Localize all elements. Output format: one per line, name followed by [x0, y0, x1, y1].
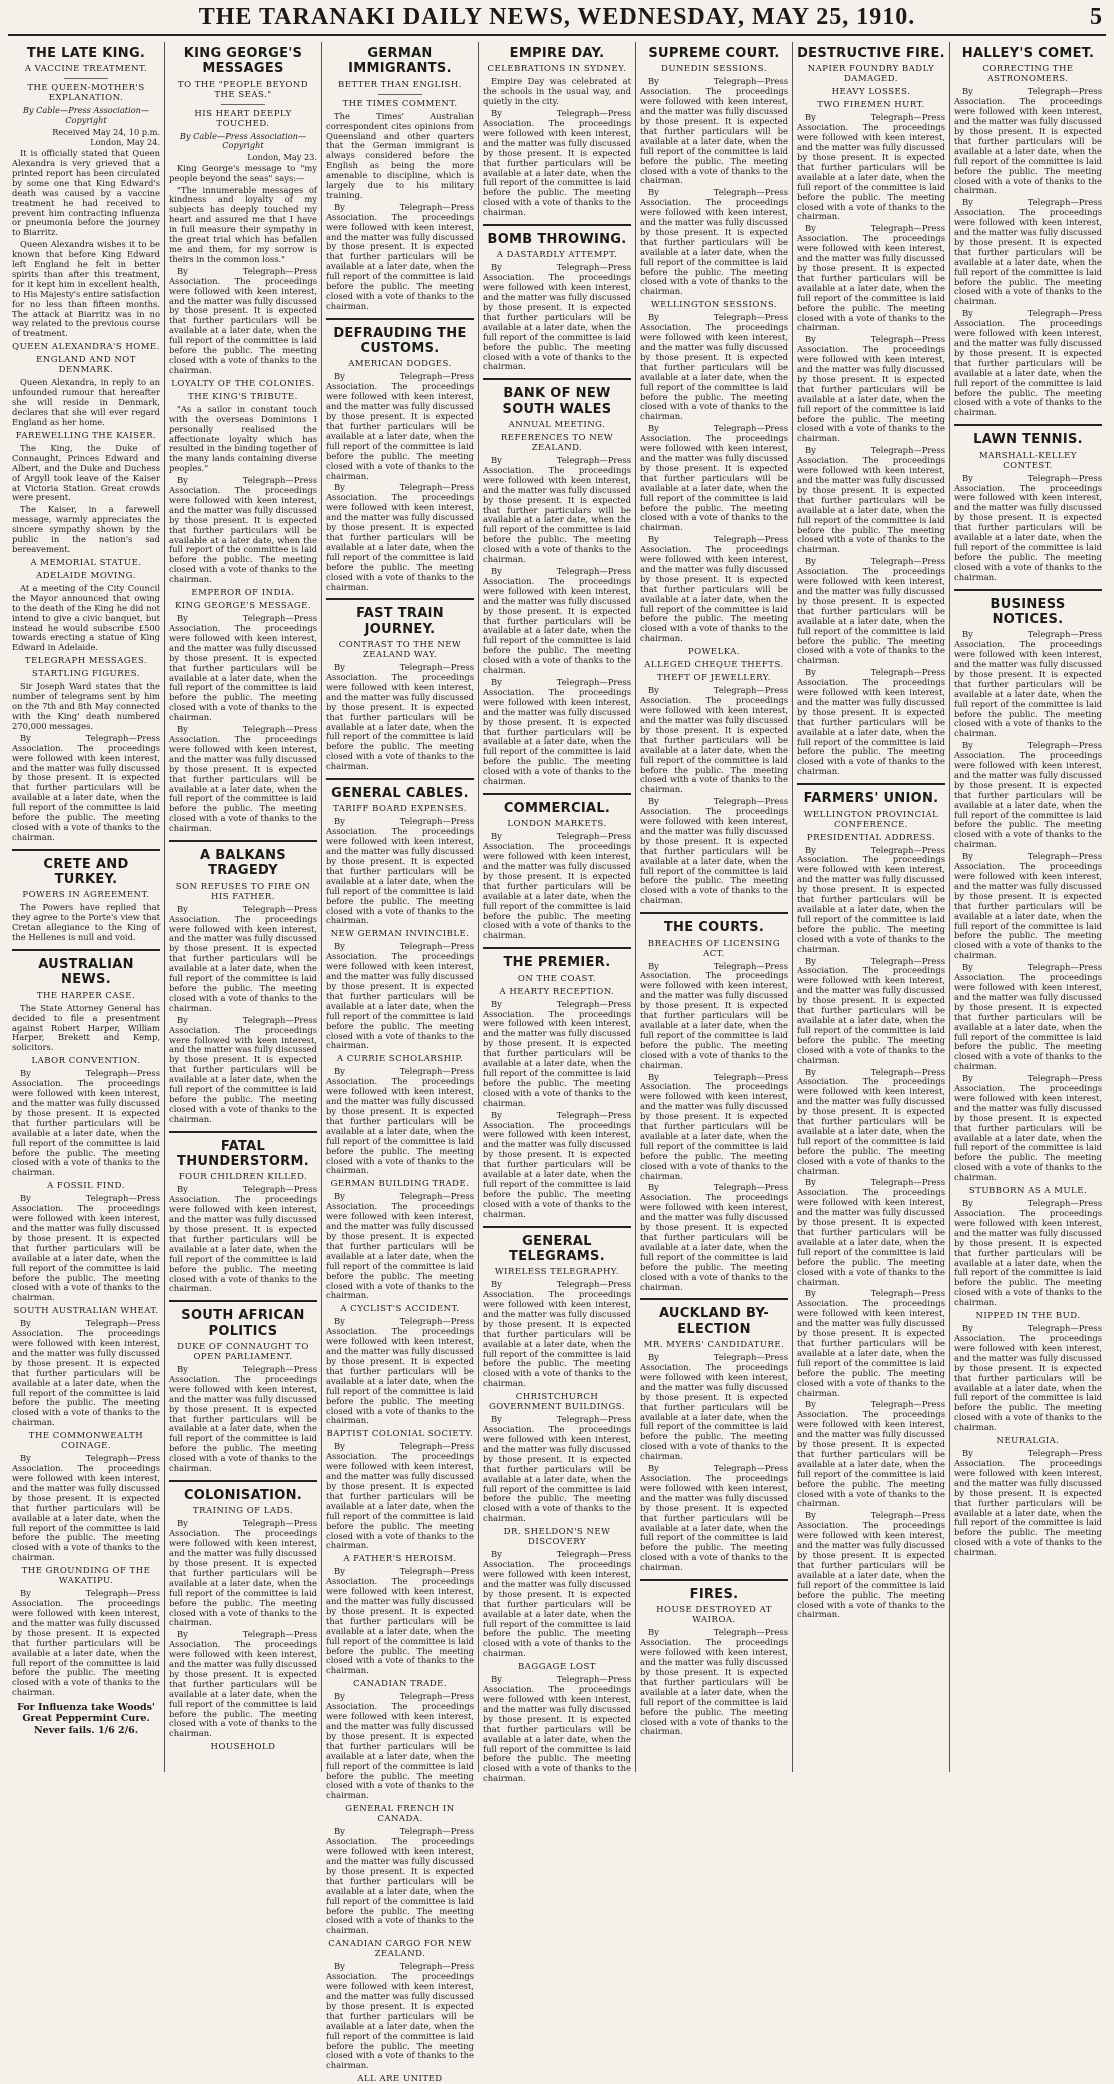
headline-halleys-comet: HALLEY'S COMET. [961, 46, 1095, 61]
headline-bomb-throwing: BOMB THROWING. [487, 232, 627, 248]
filler-paragraph: By Telegraph—Press Association. The proceedings were followed with keen interest, and the matter was fully discussed by those present. It is expected that further particulars will be available at a later date, when the full report of the committee is laid before the public. The meeting closed with a vote of thanks to the chairman. [797, 223, 945, 333]
section-rule [169, 840, 317, 842]
subhead: THE QUEEN-MOTHER'S EXPLANATION. [27, 83, 145, 104]
filler-paragraph: By Telegraph—Press Association. The proceedings were followed with keen interest, and the matter was fully discussed by those present. It is expected that further particulars will be available at a later date, when the full report of the committee is laid before the public. The meeting closed with a vote of thanks to the chairman. [483, 1109, 631, 1219]
filler-paragraph: By Telegraph—Press Association. The proceedings were followed with keen interest, and the matter was fully discussed by those present. It is expected that further particulars will be available at a later date, when the full report of the committee is laid before the public. The meeting closed with a vote of thanks to the chairman. [483, 455, 631, 565]
filler-paragraph: By Telegraph—Press Association. The proceedings were followed with keen interest, and the matter was fully discussed by those present. It is expected that further particulars will be available at a later date, when the full report of the committee is laid before the public. The meeting closed with a vote of thanks to the chairman. [640, 423, 788, 533]
filler-paragraph: By Telegraph—Press Association. The proceedings were followed with keen interest, and the matter was fully discussed by those present. It is expected that further particulars will be available at a later date, when the full report of the committee is laid before the public. The meeting closed with a vote of thanks to the chairman. [954, 197, 1102, 307]
filler-paragraph: By Telegraph—Press Association. The proceedings were followed with keen interest, and the matter was fully discussed by those present. It is expected that further particulars will be available at a later date, when the full report of the committee is laid before the public. The meeting closed with a vote of thanks to the chairman. [954, 308, 1102, 418]
article-paragraph: "The innumerable messages of kindness and loyalty of my subjects has deeply touched my heart and assured me that I have in full measure their sympathy in the great trial which has befallen me and them, for my sorrow is theirs in the common loss." [169, 184, 317, 264]
subhead: STUBBORN AS A MULE. [968, 1186, 1088, 1197]
headline-auckland-by-election: AUCKLAND BY-ELECTION [658, 1306, 770, 1337]
filler-paragraph: By Telegraph—Press Association. The proceedings were followed with keen interest, and the matter was fully discussed by those present. It is expected that further particulars will be available at a later date, when the full report of the committee is laid before the public. The meeting closed with a vote of thanks to the chairman. [640, 1463, 788, 1573]
filler-paragraph: By Telegraph—Press Association. The proceedings were followed with keen interest, and the matter was fully discussed by those present. It is expected that further particulars will be available at a later date, when the full report of the committee is laid before the public. The meeting closed with a vote of thanks to the chairman. [326, 816, 474, 926]
subhead: CORRECTING THE ASTRONOMERS. [982, 64, 1074, 85]
filler-paragraph: By Telegraph—Press Association. The proceedings were followed with keen interest, and the matter was fully discussed by those present. It is expected that further particulars will be available at a later date, when the full report of the committee is laid before the public. The meeting closed with a vote of thanks to the chairman. [483, 676, 631, 787]
subhead: DR. SHELDON'S NEW DISCOVERY [503, 1527, 611, 1548]
section-rule [326, 778, 474, 780]
credit-line: By Cable—Press Association—Copyright [22, 105, 150, 126]
article-paragraph: "As a sailor in constant touch with the overseas Dominions I personally realised the affectionate loyalty which has resulted in the binding together of the many lands containing diverse peoples." [169, 403, 317, 474]
subhead: NAPIER FOUNDRY BADLY DAMAGED. [807, 64, 935, 85]
headline-business-notices: BUSINESS NOTICES. [990, 596, 1066, 627]
subhead: BAGGAGE LOST [518, 1662, 596, 1673]
filler-paragraph: By Telegraph—Press Association. The proceedings were followed with keen interest, and the matter was fully discussed by those present. It is expected that further particulars will be available at a later date, when the full report of the committee is laid before the public. The meeting closed with a vote of thanks to the chairman. [483, 1414, 631, 1524]
subhead: A MEMORIAL STATUE. [30, 557, 142, 568]
headline-farmers-union: FARMERS' UNION. [803, 791, 939, 807]
divider [221, 104, 265, 105]
headline-fires: FIRES. [689, 1587, 739, 1603]
article-paragraph: It is officially stated that Queen Alexandra is very grieved that a printed report has been circulated by some one that King Edward's death was caused by a vaccine treatment he had received to prevent him contracting influenza or pneumonia before the journey to Biarritz. [12, 148, 160, 238]
filler-paragraph: By Telegraph—Press Association. The proceedings were followed with keen interest, and the matter was fully discussed by those present. It is expected that further particulars will be available at a later date, when the full report of the committee is laid before the public. The meeting closed with a vote of thanks to the chairman. [169, 903, 317, 1013]
headline-crete: CRETE AND TURKEY. [43, 856, 129, 888]
filler-paragraph: By Telegraph—Press Association. The proceedings were followed with keen interest, and the matter was fully discussed by those present. It is expected that further particulars will be available at a later date, when the full report of the committee is laid before the public. The meeting closed with a vote of thanks to the chairman. [640, 187, 788, 297]
subhead: LONDON MARKETS. [507, 819, 607, 830]
headline-australian-news: AUSTRALIAN NEWS. [38, 957, 134, 988]
section-rule [797, 783, 945, 785]
subhead: TARIFF BOARD EXPENSES. [333, 804, 467, 815]
filler-paragraph: By Telegraph—Press Association. The proceedings were followed with keen interest, and the matter was fully discussed by those present. It is expected that further particulars will be available at a later date, when the full report of the committee is laid before the public. The meeting closed with a vote of thanks to the chairman. [954, 740, 1102, 850]
filler-paragraph: By Telegraph—Press Association. The proceedings were followed with keen interest, and the matter was fully discussed by those present. It is expected that further particulars will be available at a later date, when the full report of the committee is laid before the public. The meeting closed with a vote of thanks to the chairman. [169, 1629, 317, 1739]
filler-paragraph: By Telegraph—Press Association. The proceedings were followed with keen interest, and the matter was fully discussed by those present. It is expected that further particulars will be available at a later date, when the full report of the committee is laid before the public. The meeting closed with a vote of thanks to the chairman. [483, 831, 631, 941]
dateline: London, May 24. [90, 137, 160, 148]
filler-paragraph: By Telegraph—Press Association. The proceedings were followed with keen interest, and the matter was fully discussed by those present. It is expected that further particulars will be available at a later date, when the full report of the committee is laid before the public. The meeting closed with a vote of thanks to the chairman. [640, 76, 788, 186]
filler-paragraph: By Telegraph—Press Association. The proceedings were followed with keen interest, and the matter was fully discussed by those present. It is expected that further particulars will be available at a later date, when the full report of the committee is laid before the public. The meeting closed with a vote of thanks to the chairman. [326, 1691, 474, 1801]
article-paragraph: Queen Alexandra, in reply to an unfounded rumour that hereafter she will reside in Denmark, declares that she will ever regard England as her home. [12, 377, 160, 427]
filler-paragraph: By Telegraph—Press Association. The proceedings were followed with keen interest, and the matter was fully discussed by those present. It is expected that further particulars will be available at a later date, when the full report of the committee is laid before the public. The meeting closed with a vote of thanks to the chairman. [954, 1073, 1102, 1183]
filler-paragraph: By Telegraph—Press Association. The proceedings were followed with keen interest, and the matter was fully discussed by those present. It is expected that further particulars will be available at a later date, when the full report of the committee is laid before the public. The meeting closed with a vote of thanks to the chairman. [326, 201, 474, 311]
subhead: BETTER THAN ENGLISH. [338, 79, 462, 90]
filler-paragraph: By Telegraph—Press Association. The proceedings were followed with keen interest, and the matter was fully discussed by those present. It is expected that further particulars will be available at a later date, when the full report of the committee is laid before the public. The meeting closed with a vote of thanks to the chairman. [483, 998, 631, 1108]
headline-king-georges-messages: KING GEORGE'S MESSAGES [183, 46, 303, 77]
filler-paragraph: By Telegraph—Press Association. The proceedings were followed with keen interest, and the matter was fully discussed by those present. It is expected that further particulars will be available at a later date, when the full report of the committee is laid before the public. The meeting closed with a vote of thanks to the chairman. [326, 1961, 474, 2071]
headline-supreme-court: SUPREME COURT. [648, 46, 780, 61]
section-rule [12, 849, 160, 851]
subhead: A DASTARDLY ATTEMPT. [496, 250, 618, 261]
filler-paragraph: By Telegraph—Press Association. The proceedings were followed with keen interest, and the matter was fully discussed by those present. It is expected that further particulars will be available at a later date, when the full report of the committee is laid before the public. The meeting closed with a vote of thanks to the chairman. [326, 1316, 474, 1426]
subhead: LABOR CONVENTION. [31, 1056, 141, 1067]
subhead: EMPEROR OF INDIA. [191, 588, 295, 599]
headline-colonisation: COLONISATION. [183, 1488, 303, 1503]
received-line: Received May 24, 10 p.m. [52, 126, 160, 137]
filler-paragraph: By Telegraph—Press Association. The proceedings were followed with keen interest, and the matter was fully discussed by those present. It is expected that further particulars will be available at a later date, when the full report of the committee is laid before the public. The meeting closed with a vote of thanks to the chairman. [797, 844, 945, 954]
subhead: FOUR CHILDREN KILLED. [178, 1172, 308, 1183]
subhead: SOUTH AUSTRALIAN WHEAT. [13, 1306, 159, 1317]
filler-paragraph: By Telegraph—Press Association. The proceedings were followed with keen interest, and the matter was fully discussed by those present. It is expected that further particulars will be available at a later date, when the full report of the committee is laid before the public. The meeting closed with a vote of thanks to the chairman. [640, 960, 788, 1070]
subhead: STARTLING FIGURES. [31, 669, 141, 680]
section-rule [640, 912, 788, 914]
column-2 [165, 42, 322, 1772]
section-rule [483, 224, 631, 226]
headline-lawn-tennis: LAWN TENNIS. [973, 432, 1083, 448]
filler-paragraph: By Telegraph—Press Association. The proceedings were followed with keen interest, and the matter was fully discussed by those present. It is expected that further particulars will be available at a later date, when the full report of the committee is laid before the public. The meeting closed with a vote of thanks to the chairman. [640, 685, 788, 795]
filler-paragraph: By Telegraph—Press Association. The proceedings were followed with keen interest, and the matter was fully discussed by those present. It is expected that further particulars will be available at a later date, when the full report of the committee is laid before the public. The meeting closed with a vote of thanks to the chairman. [12, 732, 160, 842]
subhead: MARSHALL-KELLEY CONTEST. [979, 450, 1077, 471]
subhead: THE HARPER CASE. [36, 990, 136, 1001]
dateline: London, May 23. [247, 152, 317, 163]
filler-paragraph: By Telegraph—Press Association. The proceedings were followed with keen interest, and the matter was fully discussed by those present. It is expected that further particulars will be available at a later date, when the full report of the committee is laid before the public. The meeting closed with a vote of thanks to the chairman. [169, 1364, 317, 1474]
subhead: SON REFUSES TO FIRE ON HIS FATHER. [175, 881, 311, 902]
headline-late-king: THE LATE KING. [26, 46, 146, 61]
subhead: HEAVY LOSSES. [831, 87, 911, 98]
filler-paragraph: By Telegraph—Press Association. The proceedings were followed with keen interest, and the matter was fully discussed by those present. It is expected that further particulars will be available at a later date, when the full report of the committee is laid before the public. The meeting closed with a vote of thanks to the chairman. [954, 472, 1102, 582]
subhead: THE KING'S TRIBUTE. [188, 391, 298, 402]
article-paragraph: Empire Day was celebrated at the schools in the usual way, and quietly in the city. [483, 76, 631, 107]
subhead: REFERENCES TO NEW ZEALAND. [500, 433, 614, 454]
subhead: TELEGRAPH MESSAGES. [24, 656, 148, 667]
filler-paragraph: By Telegraph—Press Association. The proceedings were followed with keen interest, and the matter was fully discussed by those present. It is expected that further particulars will be available at a later date, when the full report of the committee is laid before the public. The meeting closed with a vote of thanks to the chairman. [954, 1323, 1102, 1433]
subhead: ALLEGED CHEQUE THEFTS. [644, 660, 784, 671]
section-rule [169, 1131, 317, 1133]
subhead: ADELAIDE MOVING. [36, 570, 136, 581]
headline-empire-day: EMPIRE DAY. [509, 46, 605, 61]
filler-paragraph: By Telegraph—Press Association. The proceedings were followed with keen interest, and the matter was fully discussed by those present. It is expected that further particulars will be available at a later date, when the full report of the committee is laid before the public. The meeting closed with a vote of thanks to the chairman. [169, 724, 317, 834]
filler-paragraph: By Telegraph—Press Association. The proceedings were followed with keen interest, and the matter was fully discussed by those present. It is expected that further particulars will be available at a later date, when the full report of the committee is laid before the public. The meeting closed with a vote of thanks to the chairman. [797, 112, 945, 222]
subhead: DUNEDIN SESSIONS. [661, 64, 767, 75]
headline-general-cables: GENERAL CABLES. [331, 786, 469, 802]
subhead: POWERS IN AGREEMENT. [22, 890, 150, 901]
subhead: PRESIDENTIAL ADDRESS. [806, 832, 936, 843]
page-number: 5 [1090, 4, 1102, 30]
filler-paragraph: By Telegraph—Press Association. The proceedings were followed with keen interest, and the matter was fully discussed by those present. It is expected that further particulars will be available at a later date, when the full report of the committee is laid before the public. The meeting closed with a vote of thanks to the chairman. [169, 1014, 317, 1124]
article-paragraph: Queen Alexandra wishes it to be known that before King Edward left England he felt in better spirits than after this treatment, for it kept him in excellent health, to His Majesty's entire satisfaction for no less than fifteen months. The attack at Biarritz was in no way related to the previous course of treatment. [12, 239, 160, 339]
subhead: CANADIAN CARGO FOR NEW ZEALAND. [328, 1939, 472, 1960]
subhead: ANNUAL MEETING. [508, 420, 606, 430]
filler-paragraph: By Telegraph—Press Association. The proceedings were followed with keen interest, and the matter was fully discussed by those present. It is expected that further particulars will be available at a later date, when the full report of the committee is laid before the public. The meeting closed with a vote of thanks to the chairman. [954, 86, 1102, 196]
filler-paragraph: By Telegraph—Press Association. The proceedings were followed with keen interest, and the matter was fully discussed by those present. It is expected that further particulars will be available at a later date, when the full report of the committee is laid before the public. The meeting closed with a vote of thanks to the chairman. [326, 941, 474, 1051]
columns [8, 42, 1106, 2084]
filler-paragraph: By Telegraph—Press Association. The proceedings were followed with keen interest, and the matter was fully discussed by those present. It is expected that further particulars will be available at a later date, when the full report of the committee is laid before the public. The meeting closed with a vote of thanks to the chairman. [326, 371, 474, 481]
filler-paragraph: By Telegraph—Press Association. The proceedings were followed with keen interest, and the matter was fully discussed by those present. It is expected that further particulars will be available at a later date, when the full report of the committee is laid before the public. The meeting closed with a vote of thanks to the chairman. [640, 534, 788, 644]
headline-the-premier: THE PREMIER. [503, 955, 611, 971]
filler-paragraph: By Telegraph—Press Association. The proceedings were followed with keen interest, and the matter was fully discussed by those present. It is expected that further particulars will be available at a later date, when the full report of the committee is laid before the public. The meeting closed with a vote of thanks to the chairman. [12, 1453, 160, 1563]
subhead: QUEEN ALEXANDRA'S HOME. [12, 342, 160, 353]
subhead: CHRISTCHURCH GOVERNMENT BUILDINGS. [488, 1392, 626, 1413]
section-rule [483, 947, 631, 949]
divider [378, 94, 422, 95]
section-rule [483, 1226, 631, 1228]
headline-fatal-thunderstorm: FATAL THUNDERSTORM. [177, 1138, 309, 1170]
filler-paragraph: By Telegraph—Press Association. The proceedings were followed with keen interest, and the matter was fully discussed by those present. It is expected that further particulars will be available at a later date, when the full report of the committee is laid before the public. The meeting closed with a vote of thanks to the chairman. [640, 1627, 788, 1737]
article-paragraph: At a meeting of the City Council the Mayor announced that owing to the death of the King he did not intend to give a civic banquet, but instead he would subscribe £500 towards erecting a statue of King Edward in Adelaide. [12, 582, 160, 653]
subhead: BREACHES OF LICENSING ACT. [647, 938, 781, 959]
section-rule [640, 1579, 788, 1581]
subhead: CANADIAN TRADE. [352, 1679, 448, 1690]
filler-paragraph: By Telegraph—Press Association. The proceedings were followed with keen interest, and the matter was fully discussed by those present. It is expected that further particulars will be available at a later date, when the full report of the committee is laid before the public. The meeting closed with a vote of thanks to the chairman. [797, 1399, 945, 1509]
filler-paragraph: By Telegraph—Press Association. The proceedings were followed with keen interest, and the matter was fully discussed by those present. It is expected that further particulars will be available at a later date, when the full report of the committee is laid before the public. The meeting closed with a vote of thanks to the chairman. [169, 1518, 317, 1628]
subhead: A FATHER'S HEROISM. [343, 1554, 457, 1565]
filler-paragraph: By Telegraph—Press Association. The proceedings were followed with keen interest, and the matter was fully discussed by those present. It is expected that further particulars will be available at a later date, when the full report of the committee is laid before the public. The meeting closed with a vote of thanks to the chairman. [169, 613, 317, 723]
article-paragraph: The Kaiser, in a farewell message, warmly appreciates the sincere sympathy shown by the public in the nation's sad bereavement. [12, 504, 160, 554]
subhead: A VACCINE TREATMENT. [24, 64, 148, 75]
filler-paragraph: By Telegraph—Press Association. The proceedings were followed with keen interest, and the matter was fully discussed by those present. It is expected that further particulars will be available at a later date, when the full report of the committee is laid before the public. The meeting closed with a vote of thanks to the chairman. [954, 1448, 1102, 1558]
section-rule [169, 1300, 317, 1302]
filler-paragraph: By Telegraph—Press Association. The proceedings were followed with keen interest, and the matter was fully discussed by those present. It is expected that further particulars will be available at a later date, when the full report of the committee is laid before the public. The meeting closed with a vote of thanks to the chairman. [326, 1066, 474, 1176]
subhead: WELLINGTON PROVINCIAL CONFERENCE. [803, 809, 939, 830]
section-rule [326, 598, 474, 600]
subhead: GERMAN BUILDING TRADE. [330, 1179, 470, 1190]
subhead: TWO FIREMEN HURT. [817, 100, 925, 111]
headline-german-immigrants: GERMAN IMMIGRANTS. [348, 46, 452, 77]
article-paragraph: Sir Joseph Ward states that the number of telegrams sent by him on the 7th and 8th May connected with the King' death numbered 270,000 messages. [12, 681, 160, 731]
subhead: TRAINING OF LADS. [192, 1506, 294, 1517]
filler-paragraph: By Telegraph—Press Association. The proceedings were followed with keen interest, and the matter was fully discussed by those present. It is expected that further particulars will be available at a later date, when the full report of the committee is laid before the public. The meeting closed with a vote of thanks to the chairman. [640, 1352, 788, 1462]
section-rule [954, 424, 1102, 426]
filler-paragraph: By Telegraph—Press Association. The proceedings were followed with keen interest, and the matter was fully discussed by those present. It is expected that further particulars will be available at a later date, when the full report of the committee is laid before the public. The meeting closed with a vote of thanks to the chairman. [483, 108, 631, 218]
filler-paragraph: By Telegraph—Press Association. The proceedings were followed with keen interest, and the matter was fully discussed by those present. It is expected that further particulars will be available at a later date, when the full report of the committee is laid before the public. The meeting closed with a vote of thanks to the chairman. [483, 1549, 631, 1659]
subhead: GENERAL FRENCH IN CANADA. [345, 1804, 455, 1825]
filler-paragraph: By Telegraph—Press Association. The proceedings were followed with keen interest, and the matter was fully discussed by those present. It is expected that further particulars will be available at a later date, when the full report of the committee is laid before the public. The meeting closed with a vote of thanks to the chairman. [954, 962, 1102, 1072]
subhead: WELLINGTON SESSIONS. [650, 300, 778, 311]
column-6 [793, 42, 950, 1772]
subhead: ON THE COAST. [517, 973, 597, 984]
subhead: TO THE "PEOPLE BEYOND THE SEAS." [177, 79, 309, 100]
filler-paragraph: By Telegraph—Press Association. The proceedings were followed with keen interest, and the matter was fully discussed by those present. It is expected that further particulars will be available at a later date, when the full report of the committee is laid before the public. The meeting closed with a vote of thanks to the chairman. [169, 265, 317, 375]
subhead: ALL ARE UNITED [357, 2074, 443, 2084]
subhead: A CYCLIST'S ACCIDENT. [340, 1304, 460, 1315]
headline-south-african-politics: SOUTH AFRICAN POLITICS [181, 1308, 305, 1339]
filler-paragraph: By Telegraph—Press Association. The proceedings were followed with keen interest, and the matter was fully discussed by those present. It is expected that further particulars will be available at a later date, when the full report of the committee is laid before the public. The meeting closed with a vote of thanks to the chairman. [326, 1191, 474, 1301]
filler-paragraph: By Telegraph—Press Association. The proceedings were followed with keen interest, and the matter was fully discussed by those present. It is expected that further particulars will be available at a later date, when the full report of the committee is laid before the public. The meeting closed with a vote of thanks to the chairman. [954, 851, 1102, 961]
filler-paragraph: By Telegraph—Press Association. The proceedings were followed with keen interest, and the matter was fully discussed by those present. It is expected that further particulars will be available at a later date, when the full report of the committee is laid before the public. The meeting closed with a vote of thanks to the chairman. [954, 629, 1102, 739]
subhead: NEURALGIA. [996, 1436, 1060, 1447]
column-7 [950, 42, 1106, 1772]
article-paragraph: The Powers have replied that they agree to the Porte's view that Cretan allegiance to the King of the Hellenes is null and void. [12, 902, 160, 943]
subhead: LOYALTY OF THE COLONIES. [171, 378, 315, 389]
filler-paragraph: By Telegraph—Press Association. The proceedings were followed with keen interest, and the matter was fully discussed by those present. It is expected that further particulars will be available at a later date, when the full report of the committee is laid before the public. The meeting closed with a vote of thanks to the chairman. [797, 334, 945, 444]
column-5 [636, 42, 793, 1772]
section-rule [640, 1298, 788, 1300]
subhead: THE TIMES COMMENT. [342, 98, 458, 109]
filler-paragraph: By Telegraph—Press Association. The proceedings were followed with keen interest, and the matter was fully discussed by those present. It is expected that further particulars will be available at a later date, when the full report of the committee is laid before the public. The meeting closed with a vote of thanks to the chairman. [326, 1441, 474, 1551]
filler-paragraph: By Telegraph—Press Association. The proceedings were followed with keen interest, and the matter was fully discussed by those present. It is expected that further particulars will be available at a later date, when the full report of the committee is laid before the public. The meeting closed with a vote of thanks to the chairman. [640, 1182, 788, 1292]
subhead: A HEARTY RECEPTION. [499, 986, 615, 997]
subhead: THE COMMONWEALTH COINAGE. [28, 1431, 144, 1452]
headline-general-telegrams: GENERAL TELEGRAMS. [509, 1233, 605, 1264]
filler-paragraph: By Telegraph—Press Association. The proceedings were followed with keen interest, and the matter was fully discussed by those present. It is expected that further particulars will be available at a later date, when the full report of the committee is laid before the public. The meeting closed with a vote of thanks to the chairman. [797, 667, 945, 777]
filler-paragraph: By Telegraph—Press Association. The proceedings were followed with keen interest, and the matter was fully discussed by those present. It is expected that further particulars will be available at a later date, when the full report of the committee is laid before the public. The meeting closed with a vote of thanks to the chairman. [797, 1510, 945, 1620]
headline-balkans-tragedy: A BALKANS TRAGEDY [200, 848, 286, 879]
subhead: BAPTIST COLONIAL SOCIETY. [326, 1429, 474, 1440]
column-3 [322, 42, 479, 2084]
subhead: NIPPED IN THE BUD. [975, 1311, 1081, 1322]
subhead: FAREWELLING THE KAISER. [15, 430, 157, 441]
section-rule [12, 949, 160, 951]
headline-commercial: COMMERCIAL. [503, 800, 611, 816]
filler-paragraph: By Telegraph—Press Association. The proceedings were followed with keen interest, and the matter was fully discussed by those present. It is expected that further particulars will be available at a later date, when the full report of the committee is laid before the public. The meeting closed with a vote of thanks to the chairman. [483, 1674, 631, 1784]
headline-fast-train-journey: FAST TRAIN JOURNEY. [356, 606, 444, 637]
headline-the-courts: THE COURTS. [663, 920, 765, 936]
filler-paragraph: By Telegraph—Press Association. The proceedings were followed with keen interest, and the matter was fully discussed by those present. It is expected that further particulars will be available at a later date, when the full report of the committee is laid before the public. The meeting closed with a vote of thanks to the chairman. [169, 1184, 317, 1294]
section-rule [483, 378, 631, 380]
subhead: CONTRAST TO THE NEW ZEALAND WAY. [338, 640, 462, 661]
advertisement: For Influenza take Woods' Great Peppermint Cure. Never fails. 1/6 2/6. [17, 1702, 155, 1736]
filler-paragraph: By Telegraph—Press Association. The proceedings were followed with keen interest, and the matter was fully discussed by those present. It is expected that further particulars will be available at a later date, when the full report of the committee is laid before the public. The meeting closed with a vote of thanks to the chairman. [483, 566, 631, 676]
article-paragraph: The State Attorney General has decided to file a presentment against Robert Harper, William Harper, Brekett and Kemp, solicitors. [12, 1002, 160, 1053]
subhead: AMERICAN DODGES. [348, 359, 452, 370]
subhead: ENGLAND AND NOT DENMARK. [36, 355, 136, 376]
subhead: HOUSEHOLD [210, 1742, 276, 1753]
filler-paragraph: By Telegraph—Press Association. The proceedings were followed with keen interest, and the matter was fully discussed by those present. It is expected that further particulars will be available at a later date, when the full report of the committee is laid before the public. The meeting closed with a vote of thanks to the chairman. [483, 1279, 631, 1389]
subhead: THEFT OF JEWELLERY. [656, 673, 772, 684]
subhead: CELEBRATIONS IN SYDNEY. [487, 64, 627, 75]
filler-paragraph: By Telegraph—Press Association. The proceedings were followed with keen interest, and the matter was fully discussed by those present. It is expected that further particulars will be available at a later date, when the full report of the committee is laid before the public. The meeting closed with a vote of thanks to the chairman. [640, 312, 788, 422]
subhead: KING GEORGE'S MESSAGE. [174, 601, 312, 612]
column-1 [8, 42, 165, 1772]
headline-bank-nsw: BANK OF NEW SOUTH WALES [502, 386, 612, 417]
headline-defrauding-customs: DEFRAUDING THE CUSTOMS. [333, 325, 467, 357]
filler-paragraph: By Telegraph—Press Association. The proceedings were followed with keen interest, and the matter was fully discussed by those present. It is expected that further particulars will be available at a later date, when the full report of the committee is laid before the public. The meeting closed with a vote of thanks to the chairman. [797, 445, 945, 555]
filler-paragraph: By Telegraph—Press Association. The proceedings were followed with keen interest, and the matter was fully discussed by those present. It is expected that further particulars will be available at a later date, when the full report of the committee is laid before the public. The meeting closed with a vote of thanks to the chairman. [326, 482, 474, 592]
subhead: MR. MYERS' CANDIDATURE. [643, 1340, 785, 1351]
filler-paragraph: By Telegraph—Press Association. The proceedings were followed with keen interest, and the matter was fully discussed by those present. It is expected that further particulars will be available at a later date, when the full report of the committee is laid before the public. The meeting closed with a vote of thanks to the chairman. [797, 556, 945, 666]
subhead: HIS HEART DEEPLY TOUCHED. [194, 108, 292, 129]
filler-paragraph: By Telegraph—Press Association. The proceedings were followed with keen interest, and the matter was fully discussed by those present. It is expected that further particulars will be available at a later date, when the full report of the committee is laid before the public. The meeting closed with a vote of thanks to the chairman. [954, 1198, 1102, 1308]
filler-paragraph: By Telegraph—Press Association. The proceedings were followed with keen interest, and the matter was fully discussed by those present. It is expected that further particulars will be available at a later date, when the full report of the committee is laid before the public. The meeting closed with a vote of thanks to the chairman. [12, 1193, 160, 1303]
filler-paragraph: By Telegraph—Press Association. The proceedings were followed with keen interest, and the matter was fully discussed by those present. It is expected that further particulars will be available at a later date, when the full report of the committee is laid before the public. The meeting closed with a vote of thanks to the chairman. [640, 796, 788, 906]
filler-paragraph: By Telegraph—Press Association. The proceedings were followed with keen interest, and the matter was fully discussed by those present. It is expected that further particulars will be available at a later date, when the full report of the committee is laid before the public. The meeting closed with a vote of thanks to the chairman. [326, 662, 474, 772]
subhead: NEW GERMAN INVINCIBLE. [330, 929, 470, 940]
filler-paragraph: By Telegraph—Press Association. The proceedings were followed with keen interest, and the matter was fully discussed by those present. It is expected that further particulars will be available at a later date, when the full report of the committee is laid before the public. The meeting closed with a vote of thanks to the chairman. [797, 1066, 945, 1176]
filler-paragraph: By Telegraph—Press Association. The proceedings were followed with keen interest, and the matter was fully discussed by those present. It is expected that further particulars will be available at a later date, when the full report of the committee is laid before the public. The meeting closed with a vote of thanks to the chairman. [326, 1826, 474, 1936]
subhead: A FOSSIL FIND. [47, 1181, 125, 1192]
filler-paragraph: By Telegraph—Press Association. The proceedings were followed with keen interest, and the matter was fully discussed by those present. It is expected that further particulars will be available at a later date, when the full report of the committee is laid before the public. The meeting closed with a vote of thanks to the chairman. [483, 262, 631, 372]
masthead [8, 0, 1106, 36]
article-paragraph: The Times' Australian correspondent cites opinions from Queensland and other quarters that the German immigrant is always considered before the English as being the more amenable to discipline, which is largely due to his military training. [326, 110, 474, 200]
section-rule [483, 793, 631, 795]
column-4 [479, 42, 636, 1784]
section-rule [326, 318, 474, 320]
subhead: WIRELESS TELEGRAPHY. [494, 1267, 620, 1278]
subhead: A CURRIE SCHOLARSHIP. [336, 1054, 464, 1065]
subhead: HOUSE DESTROYED AT WAIROA. [656, 1605, 772, 1626]
credit-line: By Cable—Press Association—Copyright [179, 130, 307, 151]
filler-paragraph: By Telegraph—Press Association. The proceedings were followed with keen interest, and the matter was fully discussed by those present. It is expected that further particulars will be available at a later date, when the full report of the committee is laid before the public. The meeting closed with a vote of thanks to the chairman. [797, 1288, 945, 1398]
section-rule [169, 1480, 317, 1482]
filler-paragraph: By Telegraph—Press Association. The proceedings were followed with keen interest, and the matter was fully discussed by those present. It is expected that further particulars will be available at a later date, when the full report of the committee is laid before the public. The meeting closed with a vote of thanks to the chairman. [326, 1566, 474, 1676]
article-paragraph: The King, the Duke of Connaught, Princes Edward and Albert, and the Duke and Duchess of Argyll took leave of the Kaiser at Victoria Station. Great crowds were present. [12, 442, 160, 503]
filler-paragraph: By Telegraph—Press Association. The proceedings were followed with keen interest, and the matter was fully discussed by those present. It is expected that further particulars will be available at a later date, when the full report of the committee is laid before the public. The meeting closed with a vote of thanks to the chairman. [12, 1588, 160, 1698]
filler-paragraph: By Telegraph—Press Association. The proceedings were followed with keen interest, and the matter was fully discussed by those present. It is expected that further particulars will be available at a later date, when the full report of the committee is laid before the public. The meeting closed with a vote of thanks to the chairman. [12, 1318, 160, 1428]
filler-paragraph: By Telegraph—Press Association. The proceedings were followed with keen interest, and the matter was fully discussed by those present. It is expected that further particulars will be available at a later date, when the full report of the committee is laid before the public. The meeting closed with a vote of thanks to the chairman. [640, 1071, 788, 1181]
newspaper-title: THE TARANAKI DAILY NEWS, WEDNESDAY, MAY 25, 1910. [198, 4, 916, 30]
section-rule [954, 589, 1102, 591]
subhead: POWELKA. [687, 647, 741, 658]
filler-paragraph: By Telegraph—Press Association. The proceedings were followed with keen interest, and the matter was fully discussed by those present. It is expected that further particulars will be available at a later date, when the full report of the committee is laid before the public. The meeting closed with a vote of thanks to the chairman. [169, 475, 317, 585]
filler-paragraph: By Telegraph—Press Association. The proceedings were followed with keen interest, and the matter was fully discussed by those present. It is expected that further particulars will be available at a later date, when the full report of the committee is laid before the public. The meeting closed with a vote of thanks to the chairman. [797, 1177, 945, 1287]
subhead: DUKE OF CONNAUGHT TO OPEN PARLIAMENT. [177, 1342, 309, 1363]
filler-paragraph: By Telegraph—Press Association. The proceedings were followed with keen interest, and the matter was fully discussed by those present. It is expected that further particulars will be available at a later date, when the full report of the committee is laid before the public. The meeting closed with a vote of thanks to the chairman. [797, 955, 945, 1065]
subhead: THE GROUNDING OF THE WAKATIPU. [21, 1566, 151, 1587]
divider [64, 78, 108, 79]
headline-destructive-fire: DESTRUCTIVE FIRE. [797, 46, 945, 61]
article-paragraph: King George's message to "my people beyond the seas" says:— [169, 162, 317, 183]
filler-paragraph: By Telegraph—Press Association. The proceedings were followed with keen interest, and the matter was fully discussed by those present. It is expected that further particulars will be available at a later date, when the full report of the committee is laid before the public. The meeting closed with a vote of thanks to the chairman. [12, 1068, 160, 1178]
